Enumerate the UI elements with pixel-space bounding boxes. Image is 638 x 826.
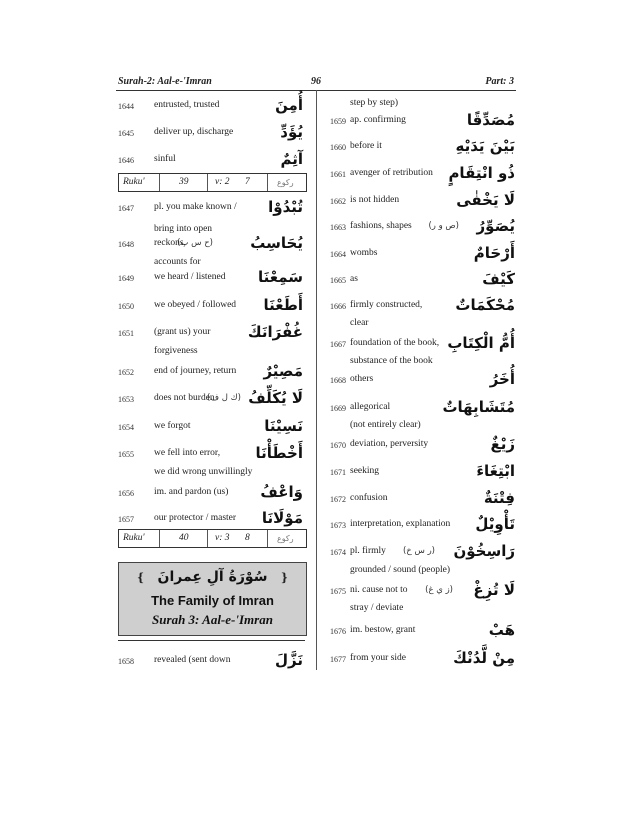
banner-brace-left: { bbox=[137, 571, 145, 584]
vocab-row-continuation bbox=[330, 352, 515, 372]
banner-brace-right: } bbox=[280, 571, 288, 584]
entry-meaning: we fell into error, bbox=[154, 448, 221, 458]
entry-arabic: سَمِعْنَا bbox=[257, 268, 303, 286]
vocab-row bbox=[330, 217, 515, 237]
vocab-row bbox=[118, 417, 303, 437]
entry-arabic: أَطَعْنَا bbox=[263, 296, 303, 314]
entry-meaning: revealed (sent down bbox=[154, 655, 231, 665]
entry-meaning: we obeyed / followed bbox=[154, 300, 237, 310]
entry-arabic: بَيْنَ يَدَيْهِ bbox=[455, 137, 515, 155]
vocab-row bbox=[330, 435, 515, 455]
vocab-row bbox=[118, 96, 303, 116]
ruku-verse: v: 2 bbox=[215, 177, 230, 187]
entry-meaning: forgiveness bbox=[154, 346, 198, 356]
vocab-row bbox=[330, 462, 515, 482]
entry-number: 1671 bbox=[330, 468, 346, 477]
vocab-row bbox=[118, 483, 303, 503]
entry-number: 1646 bbox=[118, 156, 134, 165]
banner-arabic-title: سُوْرَةُ آلِ عِمرانَ bbox=[157, 569, 268, 585]
entry-meaning: deviation, perversity bbox=[350, 439, 429, 449]
entry-arabic: يُصَوِّرُ bbox=[476, 217, 515, 235]
entry-meaning: interpretation, explanation bbox=[350, 519, 451, 529]
entry-number: 1675 bbox=[330, 587, 346, 596]
entry-number: 1654 bbox=[118, 423, 134, 432]
vocab-row bbox=[330, 137, 515, 157]
entry-meaning: bring into open bbox=[154, 224, 213, 234]
entry-arabic: رَاسِخُوْنَ bbox=[453, 542, 515, 560]
entry-number: 1666 bbox=[330, 302, 346, 311]
entry-meaning: we did wrong unwillingly bbox=[154, 467, 253, 477]
vocab-row-continuation bbox=[118, 342, 303, 362]
entry-arabic: يُؤَدِّ bbox=[280, 123, 303, 141]
entry-meaning: accounts for bbox=[154, 257, 201, 267]
entry-meaning: foundation of the book, bbox=[350, 338, 440, 348]
entry-root: (ك ل ف) bbox=[206, 393, 241, 403]
entry-arabic: مُصَدِّقًا bbox=[466, 111, 515, 129]
ruku-separator bbox=[267, 174, 268, 191]
vocab-row bbox=[330, 370, 515, 390]
entry-meaning: avenger of retribution bbox=[350, 168, 433, 178]
entry-meaning: is not hidden bbox=[350, 195, 400, 205]
header-part: Part: 3 bbox=[485, 76, 514, 87]
entry-meaning: does not burden bbox=[154, 393, 215, 403]
entry-root: (ر س خ) bbox=[402, 546, 435, 556]
vocab-row bbox=[330, 164, 515, 184]
entry-number: 1677 bbox=[330, 655, 346, 664]
entry-arabic: نَزَّلَ bbox=[275, 651, 303, 669]
entry-number: 1662 bbox=[330, 197, 346, 206]
entry-meaning: (not entirely clear) bbox=[350, 420, 421, 430]
entry-arabic: يُحَاسِبُ bbox=[250, 234, 303, 252]
entry-arabic: فِتْنَةٌ bbox=[483, 489, 515, 507]
entry-number: 1658 bbox=[118, 657, 134, 666]
entry-meaning: pl. firmly bbox=[350, 546, 386, 556]
entry-arabic: أَخْطَأْنَا bbox=[255, 444, 303, 462]
entry-arabic: غُفْرَانَكَ bbox=[247, 323, 303, 341]
entry-arabic: نَسِيْنَا bbox=[264, 417, 303, 435]
ruku-number: 39 bbox=[179, 177, 189, 187]
ruku-arabic: رکوع bbox=[277, 178, 294, 187]
ruku-separator bbox=[159, 530, 160, 547]
entry-root: (ز ي غ) bbox=[425, 585, 453, 595]
vocab-row bbox=[118, 234, 303, 254]
entry-arabic: وَاعْفُ bbox=[260, 483, 303, 501]
surah-banner bbox=[118, 562, 307, 636]
entry-arabic: ابْتِغَاءَ bbox=[476, 462, 515, 480]
vocab-row bbox=[118, 444, 303, 464]
vocab-row bbox=[330, 489, 515, 509]
entry-arabic: لَا تُزِغْ bbox=[473, 581, 515, 599]
vocab-row bbox=[118, 323, 303, 343]
vocab-row-continuation bbox=[330, 561, 515, 581]
entry-arabic: أَرْحَامٌ bbox=[473, 244, 515, 262]
entry-number: 1665 bbox=[330, 276, 346, 285]
ruku-count: 8 bbox=[245, 533, 250, 543]
entry-number: 1667 bbox=[330, 340, 346, 349]
entry-meaning: grounded / sound (people) bbox=[350, 565, 450, 575]
entry-number: 1645 bbox=[118, 129, 134, 138]
entry-number: 1651 bbox=[118, 329, 134, 338]
entry-meaning: step by step) bbox=[350, 98, 399, 108]
vocab-row bbox=[118, 150, 303, 170]
entry-number: 1661 bbox=[330, 170, 346, 179]
entry-meaning: firmly constructed, bbox=[350, 300, 423, 310]
entry-meaning: confusion bbox=[350, 493, 388, 503]
entry-meaning: wombs bbox=[350, 248, 378, 258]
entry-meaning: before it bbox=[350, 141, 382, 151]
ruku-separator bbox=[207, 530, 208, 547]
entry-meaning: allegorical bbox=[350, 402, 391, 412]
entry-arabic: تَأْوِيْلٌ bbox=[475, 515, 515, 533]
ruku-label: Ruku' bbox=[123, 533, 145, 543]
entry-meaning: ni. cause not to bbox=[350, 585, 408, 595]
entry-number: 1673 bbox=[330, 521, 346, 530]
ruku-arabic: رکوع bbox=[277, 534, 294, 543]
vocab-row bbox=[118, 509, 303, 529]
banner-subtitle: Surah 3: Aal-e-'Imran bbox=[152, 612, 273, 627]
entry-number: 1670 bbox=[330, 441, 346, 450]
entry-number: 1653 bbox=[118, 395, 134, 404]
entry-meaning: substance of the book bbox=[350, 356, 433, 366]
vocab-row-continuation bbox=[330, 599, 515, 619]
entry-meaning: end of journey, return bbox=[154, 366, 237, 376]
entry-arabic: آثِمٌ bbox=[280, 150, 303, 168]
entry-meaning: seeking bbox=[350, 466, 380, 476]
entry-meaning: reckons, bbox=[154, 238, 186, 248]
ruku-verse: v: 3 bbox=[215, 533, 230, 543]
ruku-box bbox=[118, 529, 307, 548]
vocab-row bbox=[118, 296, 303, 316]
entry-meaning: our protector / master bbox=[154, 513, 237, 523]
vocab-row-continuation bbox=[330, 314, 515, 334]
vocab-row bbox=[330, 334, 515, 354]
entry-meaning: sinful bbox=[154, 154, 176, 164]
vocab-row bbox=[118, 389, 303, 409]
ruku-separator bbox=[159, 174, 160, 191]
entry-number: 1664 bbox=[330, 250, 346, 259]
entry-arabic: هَبْ bbox=[488, 621, 515, 639]
entry-meaning: (grant us) your bbox=[154, 327, 211, 337]
header-page-number: 96 bbox=[311, 76, 321, 87]
entry-number: 1649 bbox=[118, 274, 134, 283]
ruku-box bbox=[118, 173, 307, 192]
vocab-row bbox=[330, 398, 515, 418]
ruku-separator bbox=[267, 530, 268, 547]
entry-root: (ص و ر) bbox=[428, 221, 459, 231]
entry-meaning: ap. confirming bbox=[350, 115, 406, 125]
entry-number: 1672 bbox=[330, 495, 346, 504]
vocab-row bbox=[330, 515, 515, 535]
entry-number: 1668 bbox=[330, 376, 346, 385]
entry-number: 1655 bbox=[118, 450, 134, 459]
vocab-row bbox=[330, 191, 515, 211]
entry-number: 1650 bbox=[118, 302, 134, 311]
vocab-row-continuation bbox=[330, 416, 515, 436]
entry-number: 1669 bbox=[330, 404, 346, 413]
vocab-row bbox=[118, 198, 303, 218]
entry-meaning: stray / deviate bbox=[350, 603, 404, 613]
entry-arabic: مُتَشَابِهَاتٌ bbox=[442, 398, 515, 416]
vocab-row bbox=[118, 651, 303, 671]
entry-meaning: pl. you make known / bbox=[154, 202, 237, 212]
entry-arabic: ذُو انْتِقَامٍ bbox=[448, 164, 515, 182]
entry-meaning: entrusted, trusted bbox=[154, 100, 220, 110]
entry-arabic: مَصِيْرٌ bbox=[263, 362, 303, 380]
vocab-row bbox=[330, 581, 515, 601]
entry-number: 1659 bbox=[330, 117, 346, 126]
entry-meaning: others bbox=[350, 374, 374, 384]
vocab-row bbox=[330, 296, 515, 316]
entry-meaning: we heard / listened bbox=[154, 272, 226, 282]
entry-number: 1660 bbox=[330, 143, 346, 152]
entry-arabic: أُمِنَ bbox=[275, 96, 303, 114]
entry-meaning: im. and pardon (us) bbox=[154, 487, 229, 497]
entry-number: 1652 bbox=[118, 368, 134, 377]
ruku-count: 7 bbox=[245, 177, 250, 187]
ruku-label: Ruku' bbox=[123, 177, 145, 187]
entry-number: 1674 bbox=[330, 548, 346, 557]
entry-number: 1648 bbox=[118, 240, 134, 249]
entry-number: 1644 bbox=[118, 102, 134, 111]
ruku-separator bbox=[207, 174, 208, 191]
vocab-row bbox=[330, 621, 515, 641]
banner-rule bbox=[118, 640, 305, 641]
vocab-row bbox=[118, 362, 303, 382]
column-divider bbox=[316, 90, 317, 670]
vocab-row bbox=[330, 244, 515, 264]
vocab-row bbox=[118, 268, 303, 288]
entry-arabic: كَيْفَ bbox=[482, 270, 515, 288]
entry-meaning: fashions, shapes bbox=[350, 221, 412, 231]
vocab-row bbox=[330, 542, 515, 562]
vocab-row-continuation bbox=[118, 463, 303, 483]
entry-number: 1657 bbox=[118, 515, 134, 524]
header-surah: Surah-2: Aal-e-'Imran bbox=[118, 76, 212, 87]
entry-meaning: from your side bbox=[350, 653, 406, 663]
page-header bbox=[118, 76, 514, 90]
ruku-number: 40 bbox=[179, 533, 189, 543]
entry-arabic: أُخَرُ bbox=[489, 370, 515, 388]
entry-number: 1656 bbox=[118, 489, 134, 498]
entry-arabic: مُحْكَمَاتٌ bbox=[455, 296, 515, 314]
entry-meaning: clear bbox=[350, 318, 369, 328]
entry-arabic: تُبْدُوْا bbox=[268, 198, 303, 216]
entry-arabic: لَا يُكَلِّفُ bbox=[248, 389, 303, 407]
entry-meaning: we forgot bbox=[154, 421, 191, 431]
vocab-row bbox=[330, 270, 515, 290]
entry-root: (ح س ب) bbox=[177, 238, 213, 248]
entry-arabic: مَوْلَانَا bbox=[261, 509, 303, 527]
entry-meaning: as bbox=[350, 274, 358, 284]
vocab-row bbox=[118, 123, 303, 143]
entry-meaning: deliver up, discharge bbox=[154, 127, 234, 137]
entry-number: 1647 bbox=[118, 204, 134, 213]
entry-number: 1663 bbox=[330, 223, 346, 232]
vocab-row bbox=[330, 649, 515, 669]
banner-title: The Family of Imran bbox=[151, 593, 274, 608]
vocab-row bbox=[330, 111, 515, 131]
entry-number: 1676 bbox=[330, 627, 346, 636]
entry-meaning: im. bestow, grant bbox=[350, 625, 416, 635]
entry-arabic: أُمُّ الْكِتَابِ bbox=[447, 334, 515, 352]
entry-arabic: زَيْغٌ bbox=[490, 435, 515, 453]
entry-arabic: مِنْ لَّدُنْكَ bbox=[453, 649, 515, 667]
entry-arabic: لَا يَخْفٰى bbox=[456, 191, 515, 209]
